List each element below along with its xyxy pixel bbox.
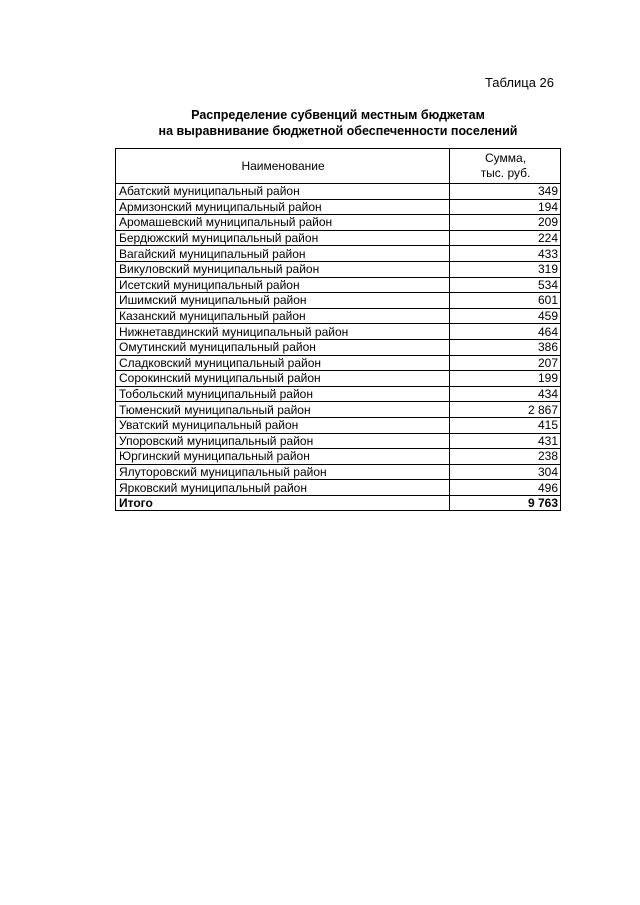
row-name: Упоровский муниципальный район — [116, 433, 450, 449]
row-name: Казанский муниципальный район — [116, 308, 450, 324]
header-sum — [450, 149, 561, 184]
row-name: Викуловский муниципальный район — [116, 261, 450, 277]
row-value: 207 — [450, 355, 561, 371]
row-value: 386 — [450, 339, 561, 355]
document-title — [115, 107, 561, 139]
table-row — [116, 386, 561, 402]
table-row — [116, 417, 561, 433]
row-value: 349 — [450, 184, 561, 200]
row-value: 459 — [450, 308, 561, 324]
row-name: Армизонский муниципальный район — [116, 199, 450, 215]
table-row — [116, 449, 561, 465]
table-row — [116, 433, 561, 449]
table-row — [116, 215, 561, 231]
row-name: Вагайский муниципальный район — [116, 246, 450, 262]
row-value: 433 — [450, 246, 561, 262]
row-name: Аромашевский муниципальный район — [116, 215, 450, 231]
row-value: 434 — [450, 386, 561, 402]
row-name: Ярковский муниципальный район — [116, 480, 450, 496]
row-value: 534 — [450, 277, 561, 293]
table-row — [116, 324, 561, 340]
header-sum-line-1: Сумма, — [485, 151, 527, 165]
table-row — [116, 355, 561, 371]
row-value: 209 — [450, 215, 561, 231]
row-name: Исетский муниципальный район — [116, 277, 450, 293]
row-value: 319 — [450, 261, 561, 277]
table-row — [116, 480, 561, 496]
row-name: Тюменский муниципальный район — [116, 402, 450, 418]
table-row — [116, 246, 561, 262]
table-total-row — [116, 495, 561, 511]
header-sum-line-2: тыс. руб. — [480, 166, 531, 180]
table-row — [116, 184, 561, 200]
row-value: 2 867 — [450, 402, 561, 418]
row-name: Ишимский муниципальный район — [116, 293, 450, 309]
row-name: Сладковский муниципальный район — [116, 355, 450, 371]
row-name: Омутинский муниципальный район — [116, 339, 450, 355]
table-row — [116, 308, 561, 324]
row-name: Ялуторовский муниципальный район — [116, 464, 450, 480]
row-name: Тобольский муниципальный район — [116, 386, 450, 402]
table-row — [116, 230, 561, 246]
row-value: 464 — [450, 324, 561, 340]
table-row — [116, 339, 561, 355]
table-row — [116, 261, 561, 277]
total-value: 9 763 — [450, 495, 561, 511]
row-name: Бердюжский муниципальный район — [116, 230, 450, 246]
title-line-1: Распределение субвенций местным бюджетам — [191, 108, 485, 122]
row-name: Уватский муниципальный район — [116, 417, 450, 433]
row-value: 431 — [450, 433, 561, 449]
header-name: Наименование — [116, 149, 450, 184]
row-value: 224 — [450, 230, 561, 246]
table-number: Таблица 26 — [484, 75, 554, 90]
table-row — [116, 277, 561, 293]
table-row — [116, 402, 561, 418]
table-row — [116, 464, 561, 480]
row-value: 238 — [450, 449, 561, 465]
table-row — [116, 293, 561, 309]
subvention-table — [115, 148, 561, 511]
total-label: Итого — [116, 495, 450, 511]
table-row — [116, 371, 561, 387]
table-row — [116, 199, 561, 215]
row-value: 415 — [450, 417, 561, 433]
title-line-2: на выравнивание бюджетной обеспеченности поселений — [158, 124, 518, 138]
table-header-row — [116, 149, 561, 184]
row-name: Нижнетавдинский муниципальный район — [116, 324, 450, 340]
row-value: 601 — [450, 293, 561, 309]
row-value: 194 — [450, 199, 561, 215]
row-name: Юргинский муниципальный район — [116, 449, 450, 465]
row-name: Абатский муниципальный район — [116, 184, 450, 200]
row-value: 304 — [450, 464, 561, 480]
row-name: Сорокинский муниципальный район — [116, 371, 450, 387]
row-value: 496 — [450, 480, 561, 496]
row-value: 199 — [450, 371, 561, 387]
